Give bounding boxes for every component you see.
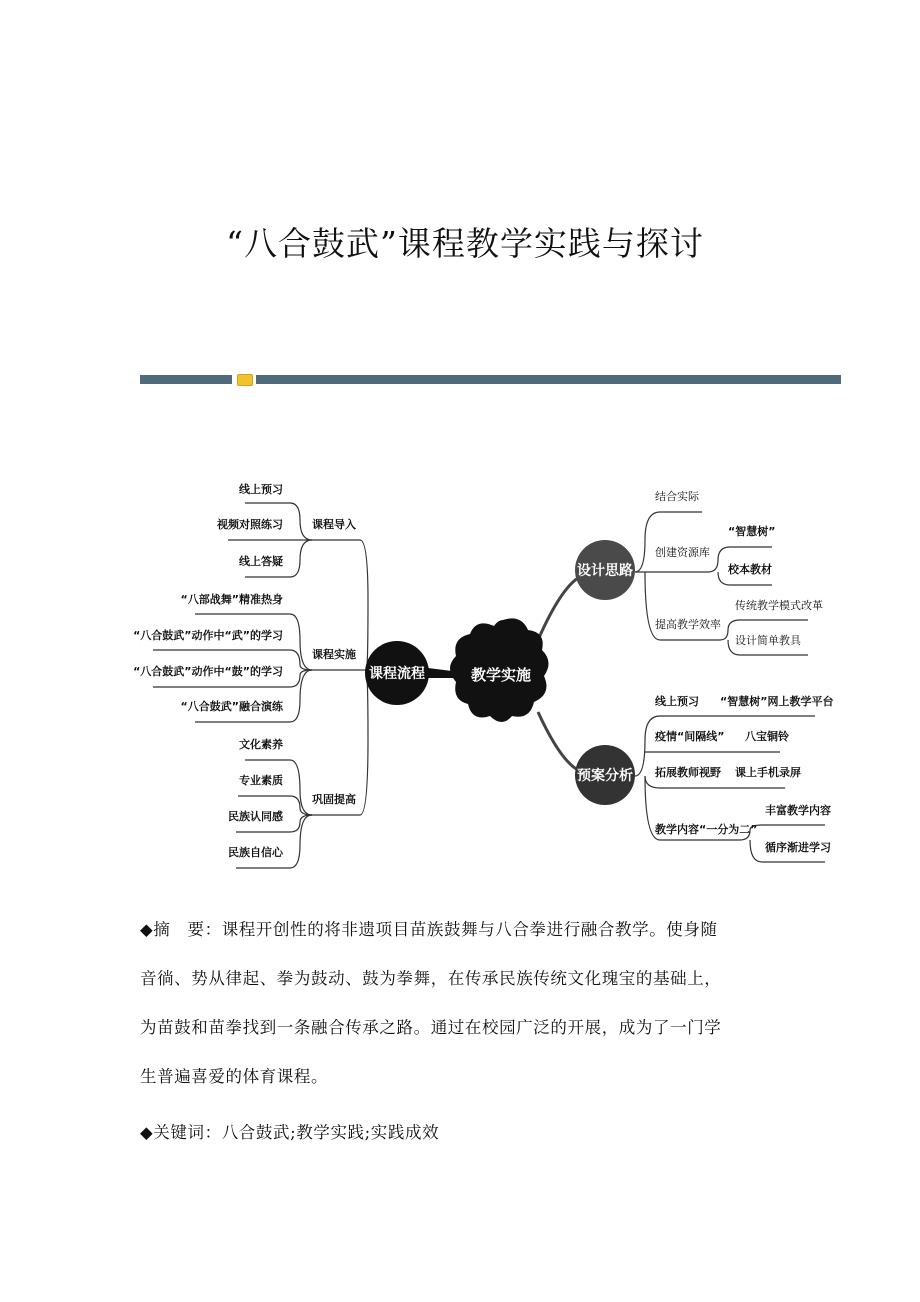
leaf: 教学内容“一分为二” — [655, 823, 758, 836]
leaf: 丰富教学内容 — [765, 804, 831, 817]
leaf: 创建资源库 — [655, 546, 710, 559]
abstract-line: 音徜、势从律起、拳为鼓动、鼓为拳舞，在传承民族传统文化瑰宝的基础上， — [140, 969, 722, 988]
keywords: ◆关键词：八合鼓武;教学实践;实践成效 — [140, 1123, 440, 1142]
leaf: 民族自信心 — [228, 846, 283, 859]
leaf: 疫情“间隔线” — [655, 730, 725, 743]
group-label: 课程导入 — [312, 518, 356, 531]
abstract-line: ◆摘 要：课程开创性的将非遗项目苗族鼓舞与八合拳进行融合教学。使身随 — [140, 920, 718, 939]
leaf: 校本教材 — [728, 563, 772, 576]
leaf: 专业素质 — [239, 774, 283, 787]
leaf: “智慧树”网上教学平台 — [720, 695, 834, 708]
leaf: “八合鼓武”动作中“鼓”的学习 — [133, 665, 283, 678]
leaf: 结合实际 — [655, 490, 699, 503]
leaf: 文化素养 — [239, 738, 283, 751]
abstract-line: 生普遍喜爱的体育课程。 — [140, 1067, 329, 1086]
leaf: 线上预习 — [239, 483, 283, 496]
leaf: “智慧树” — [728, 525, 776, 538]
leaf: 循序渐进学习 — [765, 841, 831, 854]
leaf: “八合鼓武”融合演练 — [180, 700, 283, 713]
group-label: 巩固提高 — [312, 793, 356, 806]
page-title: “八合鼓武”课程教学实践与探讨 — [226, 224, 704, 263]
leaf: 设计简单教具 — [735, 634, 801, 647]
leaf: 八宝铜铃 — [745, 730, 789, 743]
center-node: 教学实施 — [471, 666, 532, 684]
root-node-course-flow: 课程流程 — [365, 641, 429, 705]
node-design: 设计思路 — [575, 540, 635, 600]
leaf: “八部战舞”精准热身 — [180, 593, 283, 606]
node-plan: 预案分析 — [575, 745, 635, 805]
leaf: 课上手机录屏 — [735, 766, 801, 779]
abstract — [140, 905, 780, 1101]
leaf: 提高教学效率 — [655, 618, 721, 631]
leaf: 传统教学模式改革 — [735, 599, 823, 612]
leaf: 视频对照练习 — [217, 518, 283, 531]
leaf: 线上答疑 — [239, 555, 283, 568]
abstract-line: 为苗鼓和苗拳找到一条融合传承之路。通过在校园广泛的开展，成为了一门学 — [140, 1018, 722, 1037]
leaf: 线上预习 — [655, 695, 699, 708]
leaf: 民族认同感 — [228, 810, 283, 823]
group-label: 课程实施 — [312, 648, 356, 661]
leaf: “八合鼓武”动作中“武”的学习 — [133, 629, 283, 642]
leaf: 拓展教师视野 — [655, 766, 721, 779]
